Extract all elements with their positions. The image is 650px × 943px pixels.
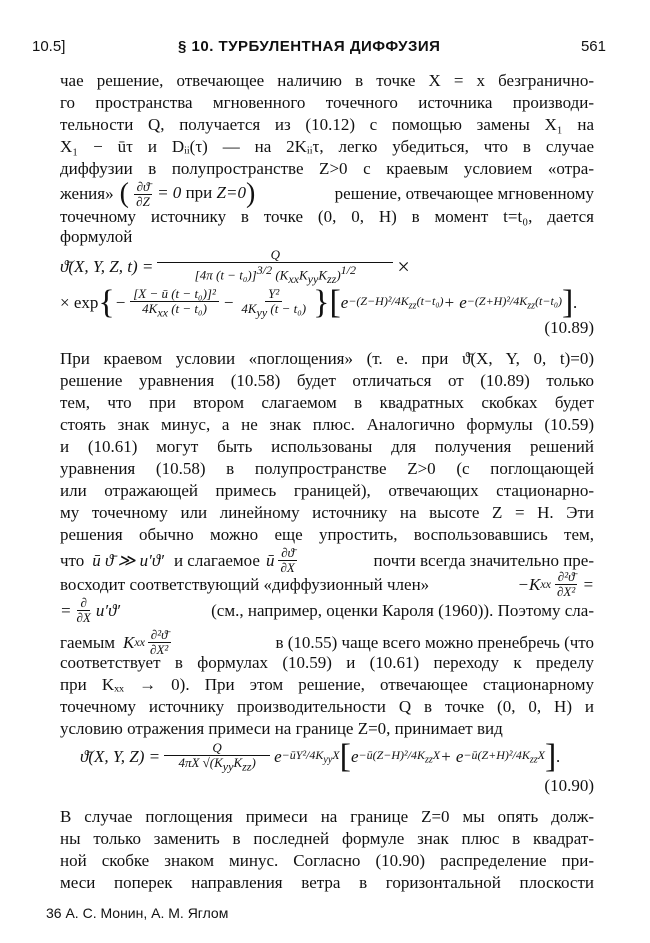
page-number: 561: [580, 38, 606, 55]
mixed-line: [60, 596, 594, 625]
text-line: го пространства мгновенного точечного источника производи-: [60, 93, 594, 112]
text-fragment: в (10.55) чаще всего можно пренебречь (что: [275, 632, 594, 652]
text-line: При краевом условии «поглощения» (т. е. при ϑ̄(X, Y, 0, t)=0): [60, 349, 594, 368]
text-fragment: жения»: [60, 184, 114, 203]
text-line: меси поперек направления ветра в горизонтальной плоскости: [60, 873, 594, 892]
text-line: решения обычно можно еще упростить, воспользовавшись тем,: [60, 525, 594, 544]
header-section-number: 10.5]: [32, 38, 66, 55]
text-line: ной скобке знаком минус. Согласно (10.90) распределение при-: [60, 851, 594, 870]
text-line: стоять знак минус, а не знак плюс. Аналогично формулы (10.59): [60, 415, 594, 434]
text-line: тельности Q, получается из (10.12) с помощью замены X₁ на: [60, 115, 594, 134]
equation-10-89-part2: × exp { − $\frac{\text{[X − ū (t − t₀)]²}}{4K_{xx} (t - t_0)}$ − $\frac{\text{Y²}}{4K_{yy} (t - t_0)}$ } [ e $-(Z-H)^2/4K_{zz}(t-t_0)$ + e $-(Z+H)^2/4K_{zz}(t-t_0)$ ] .: [60, 284, 578, 321]
text-line: соответствует в формулах (10.59) и (10.61) переходу к пределу: [60, 653, 594, 672]
text-line: уравнения (10.58) в полупространстве Z>0 (с поглощающей: [60, 459, 594, 478]
text-fragment: и слагаемое: [173, 550, 260, 570]
text-fragment: гаемым: [60, 632, 116, 652]
inequality-formula: ū ϑ̄ ≫ u′ϑ′: [92, 550, 164, 570]
text-line: точечному источнику в точке (0, 0, H) в момент t=t₀, дается: [60, 207, 594, 226]
text-fragment: решение, отвечающее мгновенному: [334, 184, 594, 203]
equation-10-90: ϑ̄(X, Y, Z) = $\frac{Q}{4\pi X √(K_{yy}K_{zz})}$ e $-ūY^2/4K_{yy}X$ [ e $-ū(Z-H)^2/4K_{zz}X$ + e $-ū(Z+H)^2/4K_{zz}X$ ] .: [80, 738, 561, 775]
text-line: решение уравнения (10.58) будет отличаться от (10.89) только: [60, 371, 594, 390]
diffusion-term: −K xx $\frac{\text{∂²ϑ̄}}{\text{∂X²}}$ =: [517, 569, 594, 599]
fraction: $\frac{Q}{4\pi X √(K_{yy}K_{zz})}$: [164, 741, 270, 774]
text-fragment: (см., например, оценки Кароля (1960)). Поэтому сла-: [211, 600, 594, 620]
equation-number: (10.90): [544, 776, 594, 795]
text-line: ны только заменить в последней формуле знак плюс в квадрат-: [60, 829, 594, 848]
text-line: X₁ − ūτ и Dᵢᵢ(τ) — на 2Kᵢᵢτ, легко убедиться, что в случае: [60, 137, 594, 156]
fraction: $\frac{\partial ϑ̄}{\partial Z}$: [133, 180, 153, 209]
text-line: при Kₓₓ → 0). При этом решение, отвечающее стационарному: [60, 675, 594, 694]
text-fragment: восходит соответствующий «диффузионный член»: [60, 574, 430, 594]
boundary-condition-formula: ( $\frac{\partial ϑ̄}{\partial Z}$ = 0 при Z=0): [119, 178, 256, 209]
text-line: диффузии в полупространстве Z>0 с краевым условием «отра-: [60, 159, 594, 178]
text-line: и (10.61) могут быть использованы для получения решений: [60, 437, 594, 456]
header-title: § 10. ТУРБУЛЕНТНАЯ ДИФФУЗИЯ: [178, 38, 441, 55]
text-line: тем, что при втором слагаемом в квадратных скобках будет: [60, 393, 594, 412]
text-line: чае решение, отвечающее наличию в точке X = x безгранично-: [60, 71, 594, 90]
text-fragment: что: [60, 550, 85, 570]
footer-signature: 36 А. С. Монин, А. М. Яглом: [46, 905, 229, 921]
fraction: $\frac{\text{Y²}}{4K_{yy} (t - t_0)}$: [241, 285, 307, 320]
mixed-line: [60, 570, 594, 599]
text-line: В случае поглощения примеси на границе Z=0 мы опять долж-: [60, 807, 594, 826]
text-line: му точечному или линейному источнику на высоте Z = H. Эти: [60, 503, 594, 522]
diffusion-term: K xx $\frac{\text{∂²ϑ̄}}{\text{∂X²}}$: [123, 628, 171, 657]
text-line: формулой: [60, 227, 133, 246]
text-fragment: при: [185, 182, 213, 202]
fraction: $\frac{Q}{[4\pi (t - t_0)]^{3/2} (K_{xx}K_{yy}K_{zz})^{1/2}}$: [157, 248, 393, 286]
text-line: условию отражения примеси на границе Z=0, принимает вид: [60, 719, 503, 738]
flux-term: = $\frac{\partial}{\partial X}$ u′ϑ′: [60, 595, 121, 625]
text-line: или отражающей примесь границей), отвечающих стационарно-: [60, 481, 594, 500]
equation-number: (10.89): [544, 318, 594, 337]
text-fragment: почти всегда значительно пре-: [373, 550, 594, 570]
text-line: точечному источнику производительности Q в точке (0, 0, H) и: [60, 697, 594, 716]
fraction: $\frac{\text{[X − ū (t − t₀)]²}}{4K_{xx} (t - t_0)}$: [130, 287, 219, 320]
advection-term: ū $\frac{\partial ϑ̄}{\partial X}$: [266, 546, 298, 575]
equation-10-89-part1: ϑ̄(X, Y, Z, t) = $\frac{Q}{[4\pi (t - t_0)]^{3/2} (K_{xx}K_{yy}K_{zz})^{1/2}}$ ×: [60, 247, 410, 286]
